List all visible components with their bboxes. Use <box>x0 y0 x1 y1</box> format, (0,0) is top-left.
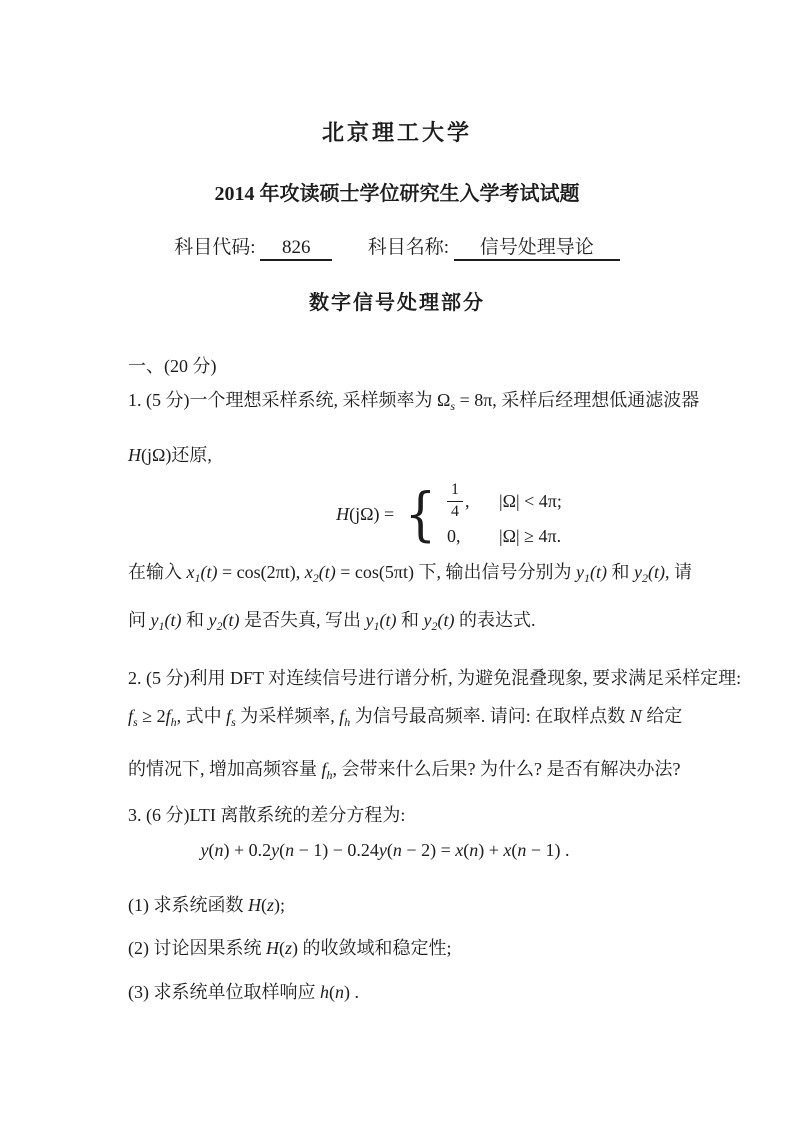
subject-name-label: 科目名称: <box>367 237 450 258</box>
q3-item-3: (3) 求系统单位取样响应 h(n) . <box>128 982 359 1002</box>
section-1-heading: 一、(20 分) <box>128 356 217 376</box>
fraction-one-fourth <box>447 481 463 521</box>
subject-name-value: 信号处理导论 <box>454 237 620 261</box>
subject-code-label: 科目代码: <box>174 237 256 258</box>
subject-line <box>0 232 794 261</box>
formula-case-2-value: 0, <box>447 525 461 546</box>
fraction-denominator: 4 <box>451 502 460 520</box>
q1-line-2: H(jΩ)还原, <box>128 445 212 465</box>
formula-case-1-condition: |Ω| < 4π; <box>499 490 562 511</box>
q1-line-1: 1. (5 分)一个理想采样系统, 采样频率为 $\Omega_s = 8\pi$, 采样后经理想低通滤波器 <box>128 390 700 413</box>
q3-line-1: 3. (6 分)LTI 离散系统的差分方程为: <box>128 805 406 825</box>
formula-lhs: H(jΩ) = <box>336 503 395 524</box>
fraction-numerator: 1 <box>447 481 463 501</box>
formula-case-row-1 <box>447 481 562 521</box>
q3-item-2: (2) 讨论因果系统 H(z) 的收敛域和稳定性; <box>128 938 452 958</box>
q3-item-1: (1) 求系统函数 H(z); <box>128 895 286 915</box>
q1-line-4: 问 $y_1(t)$ 和 $y_2(t)$ 是否失真, 写出 $y_1(t)$ 和 $y_2(t)$ 的表达式. <box>128 610 536 633</box>
q2-line-3: 的情况下, 增加高频容量 $f_h$, 会带来什么后果? 为什么? 是否有解决办法? <box>128 759 681 782</box>
exam-title: 2014 年攻读硕士学位研究生入学考试试题 <box>214 183 580 205</box>
exam-body <box>0 315 794 1005</box>
university-title: 北京理工大学 <box>321 120 472 145</box>
formula-case-1-value <box>447 481 499 521</box>
left-brace: { <box>404 480 437 548</box>
formula-case-2-condition: |Ω| ≥ 4π. <box>499 525 562 546</box>
difference-equation: y(n) + 0.2y(n − 1) − 0.24y(n − 2) = x(n) + x(n − 1) . <box>200 840 570 860</box>
exam-header <box>0 0 794 315</box>
subject-code-value: 826 <box>260 237 332 261</box>
formula-cases <box>447 481 562 547</box>
q2-line-2: $f_s \ge 2f_h$, 式中 $f_s$ 为采样频率, $f_h$ 为信号最高频率. 请问: 在取样点数 N 给定 <box>128 706 683 729</box>
q2-line-1: 2. (5 分)利用 DFT 对连续信号进行谱分析, 为避免混叠现象, 要求满足采样定理: <box>128 668 742 688</box>
formula-case-row-2 <box>447 526 562 547</box>
q1-line-3: 在输入 $x_1(t) = \cos(2\pi t)$, $x_2(t) = \cos(5\pi t)$ 下, 输出信号分别为 $y_1(t)$ 和 $y_2(t)$, 请 <box>128 562 692 585</box>
formula-case-1-comma: , <box>465 490 470 511</box>
lowpass-filter-formula <box>176 478 722 550</box>
part-title: 数字信号处理部分 <box>309 292 485 314</box>
